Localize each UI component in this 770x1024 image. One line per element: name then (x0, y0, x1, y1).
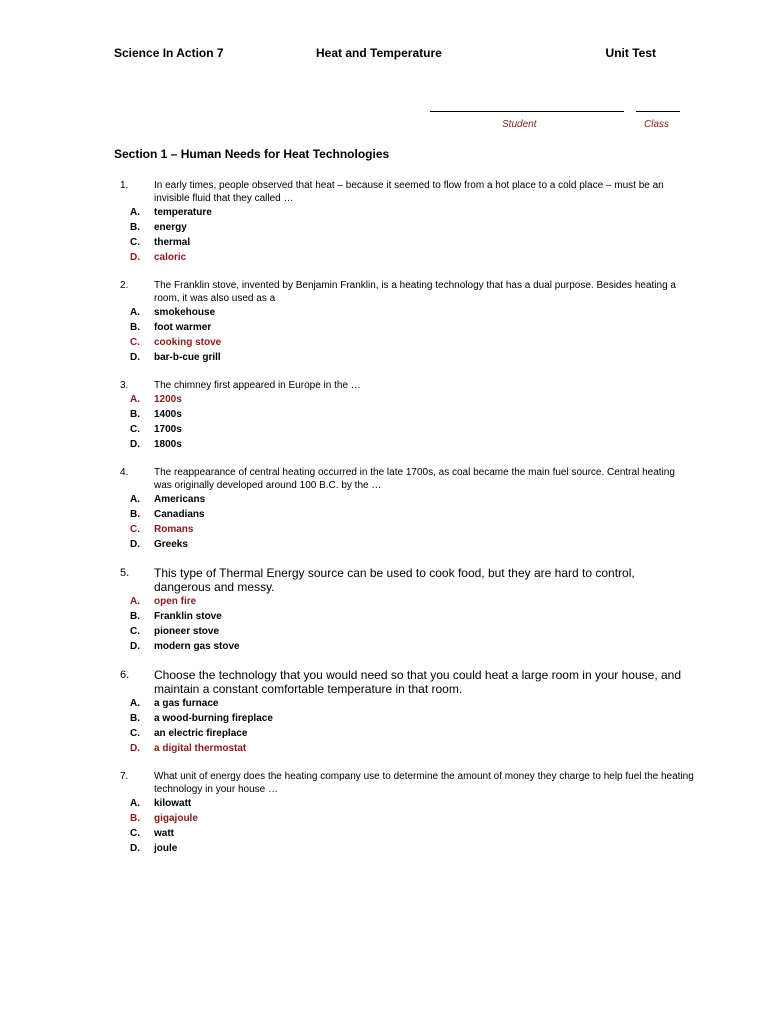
option-text: a gas furnace (154, 698, 219, 709)
answer-option[interactable] (114, 408, 694, 422)
answer-option[interactable] (114, 206, 694, 220)
unit-title: Heat and Temperature (316, 46, 442, 60)
option-letter: C. (130, 728, 140, 739)
question-5 (114, 566, 694, 654)
answer-option[interactable] (114, 727, 694, 741)
answer-option[interactable] (114, 493, 694, 507)
option-text: 1800s (154, 439, 182, 450)
answer-option[interactable] (114, 842, 694, 856)
option-text: Franklin stove (154, 611, 222, 622)
answer-option[interactable] (114, 251, 694, 265)
option-letter: A. (130, 394, 140, 405)
answer-option[interactable] (114, 625, 694, 639)
option-letter: A. (130, 596, 140, 607)
option-text: bar-b-cue grill (154, 352, 221, 363)
option-text: an electric fireplace (154, 728, 248, 739)
option-text: temperature (154, 207, 212, 218)
test-type: Unit Test (605, 46, 656, 60)
answer-option[interactable] (114, 336, 694, 350)
page-header (114, 46, 656, 64)
option-letter: D. (130, 539, 140, 550)
option-text: 1400s (154, 409, 182, 420)
question-7 (114, 770, 694, 856)
answer-option[interactable] (114, 538, 694, 552)
option-letter: B. (130, 322, 140, 333)
option-letter: C. (130, 524, 140, 535)
option-text: gigajoule (154, 813, 198, 824)
question-number: 6. (120, 669, 130, 681)
class-label: Class (644, 119, 670, 130)
question-4 (114, 466, 694, 552)
class-line[interactable] (636, 111, 680, 112)
question-number: 7. (120, 771, 129, 782)
option-text: Americans (154, 494, 206, 505)
option-text: smokehouse (154, 307, 216, 318)
option-letter: D. (130, 641, 140, 652)
answer-option[interactable] (114, 438, 694, 452)
question-1 (114, 179, 694, 265)
option-text: a wood-burning fireplace (154, 713, 273, 724)
option-letter: B. (130, 409, 140, 420)
option-text: Greeks (154, 539, 188, 550)
option-text: cooking stove (154, 337, 222, 348)
option-letter: A. (130, 494, 140, 505)
answer-option[interactable] (114, 797, 694, 811)
answer-option[interactable] (114, 508, 694, 522)
option-letter: D. (130, 352, 140, 363)
question-number: 4. (120, 467, 129, 478)
option-letter: B. (130, 813, 140, 824)
option-letter: B. (130, 222, 140, 233)
answer-option[interactable] (114, 236, 694, 250)
question-stem: This type of Thermal Energy source can be used to cook food, but they are hard to control, dangerous and messy. (154, 566, 635, 594)
answer-option[interactable] (114, 640, 694, 654)
option-text: Canadians (154, 509, 205, 520)
option-text: pioneer stove (154, 626, 220, 637)
option-letter: A. (130, 698, 140, 709)
question-2 (114, 279, 694, 365)
question-number: 2. (120, 280, 129, 291)
answer-option[interactable] (114, 697, 694, 711)
signature-block (430, 103, 680, 139)
option-letter: B. (130, 509, 140, 520)
question-stem: The Franklin stove, invented by Benjamin Franklin, is a heating technology that has a dual purpose. Besides heating a room, it was also used as a (154, 280, 676, 304)
question-stem: In early times, people observed that heat – because it seemed to flow from a hot place to a cold place – must be an invisible fluid that they called … (154, 180, 664, 204)
answer-option[interactable] (114, 610, 694, 624)
option-letter: C. (130, 337, 140, 348)
option-letter: A. (130, 798, 140, 809)
option-letter: B. (130, 713, 140, 724)
option-text: Romans (154, 524, 194, 535)
answer-option[interactable] (114, 827, 694, 841)
section-title: Section 1 – Human Needs for Heat Technologies (114, 147, 390, 161)
question-6 (114, 668, 694, 756)
option-text: watt (154, 828, 174, 839)
option-letter: C. (130, 626, 140, 637)
question-number: 5. (120, 567, 130, 579)
option-text: open fire (154, 596, 197, 607)
answer-option[interactable] (114, 523, 694, 537)
answer-option[interactable] (114, 423, 694, 437)
option-text: caloric (154, 252, 187, 263)
option-letter: D. (130, 843, 140, 854)
option-letter: D. (130, 252, 140, 263)
question-3 (114, 379, 694, 452)
option-text: kilowatt (154, 798, 192, 809)
answer-option[interactable] (114, 351, 694, 365)
answer-option[interactable] (114, 393, 694, 407)
answer-option[interactable] (114, 321, 694, 335)
answer-option[interactable] (114, 306, 694, 320)
option-letter: B. (130, 611, 140, 622)
question-list (114, 179, 694, 870)
student-label: Student (502, 119, 537, 130)
question-stem: What unit of energy does the heating company use to determine the amount of money they charge to help fuel the heating technology in your house … (154, 771, 694, 795)
option-letter: A. (130, 207, 140, 218)
option-text: modern gas stove (154, 641, 240, 652)
option-text: joule (154, 843, 178, 854)
answer-option[interactable] (114, 742, 694, 756)
option-letter: D. (130, 743, 140, 754)
question-number: 3. (120, 380, 129, 391)
question-number: 1. (120, 180, 129, 191)
answer-option[interactable] (114, 812, 694, 826)
option-text: foot warmer (154, 322, 212, 333)
option-letter: C. (130, 424, 140, 435)
option-text: energy (154, 222, 187, 233)
option-letter: A. (130, 307, 140, 318)
answer-option[interactable] (114, 712, 694, 726)
question-stem: Choose the technology that you would need so that you could heat a large room in your house, and maintain a constant comfortable temperature in that room. (154, 668, 682, 696)
option-letter: C. (130, 828, 140, 839)
answer-option[interactable] (114, 595, 694, 609)
option-text: 1200s (154, 394, 182, 405)
option-letter: C. (130, 237, 140, 248)
course-title: Science In Action 7 (114, 46, 224, 60)
student-name-line[interactable] (430, 111, 624, 112)
question-stem: The chimney first appeared in Europe in the … (154, 380, 361, 391)
option-text: thermal (154, 237, 191, 248)
answer-option[interactable] (114, 221, 694, 235)
option-text: 1700s (154, 424, 182, 435)
option-letter: D. (130, 439, 140, 450)
question-stem: The reappearance of central heating occurred in the late 1700s, as coal became the main fuel source. Central heating was originally developed around 100 B.C. by the … (154, 467, 675, 491)
option-text: a digital thermostat (154, 743, 247, 754)
